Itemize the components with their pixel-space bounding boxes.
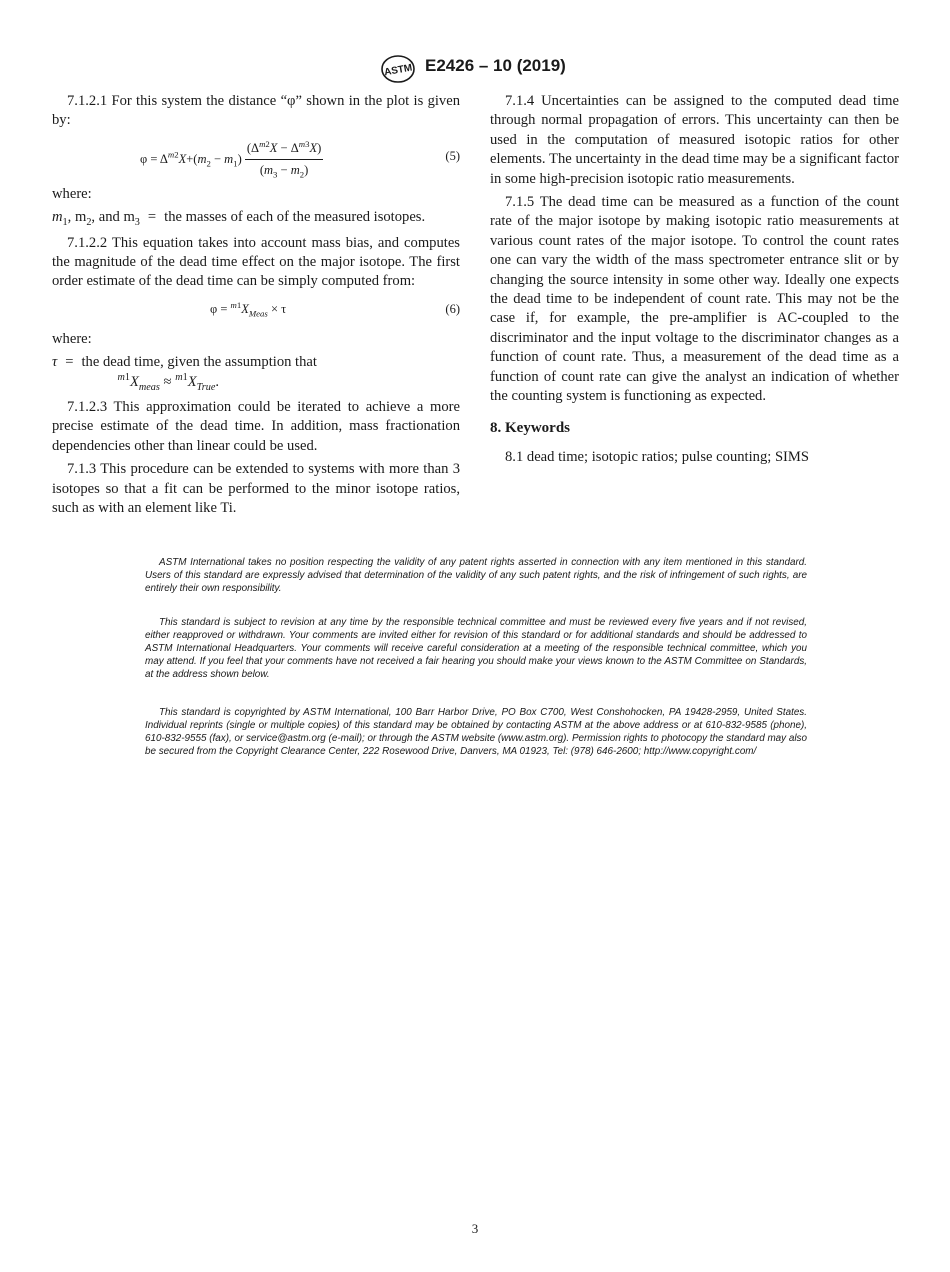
- svg-text:ASTM: ASTM: [383, 62, 414, 79]
- page-header: [0, 54, 950, 84]
- paragraph-7-1-2-1: 7.1.2.1 For this system the distance “φ” shown in the plot is given by:: [52, 93, 460, 129]
- astm-logo-icon: [380, 54, 416, 84]
- definition-tau-text: the dead time, given the assumption that $^{m1}X_{meas} \approx ^{m1}X_{True}$.: [81, 354, 317, 393]
- definition-masses: $m_1$, $m_2$, and $m_3$ = the masses of each of the measured isotopes.: [52, 208, 460, 227]
- page-number: 3: [471, 1221, 479, 1236]
- definition-tau: τ = the dead time, given the assumption that $^{m1}X_{meas} \approx ^{m1}X_{True}$.: [52, 353, 460, 392]
- where-label-1: where:: [52, 185, 92, 202]
- definition-masses-text: the masses of each of the measured isotopes.: [164, 209, 426, 226]
- definition-tau-term: τ: [52, 354, 58, 371]
- definition-masses-term: $m_1$, $m_2$, and $m_3$: [52, 209, 140, 229]
- equation-5: [52, 135, 460, 181]
- equation-6: [52, 296, 460, 326]
- patent-notice: ASTM International takes no position respecting the validity of any patent rights asserted in connection with any item mentioned in this standard. Users of this standard are expressly advised that determination of the validity of any such patent rights, and the risk of infringement of such rights, are entirely their own responsibility.: [145, 557, 807, 595]
- paragraph-7-1-4: 7.1.4 Uncertainties can be assigned to the computed dead time through normal propagation of errors. This uncertainty can then be used in the computation of measured isotopic ratios for other elements. The uncertainty in the dead time may be a significant factor in some high-precision isotopic ratio measurements.: [490, 93, 899, 187]
- paragraph-7-1-2-2: 7.1.2.2 This equation takes into account mass bias, and computes the magnitude of the dead time effect on the major isotope. The first order estimate of the dead time can be simply computed from:: [52, 234, 460, 290]
- paragraph-7-1-5: 7.1.5 The dead time can be measured as a function of the count rate of the major isotope by making isotopic ratio measurements at various count rates of the major isotope. To control the count rates one can vary the width of the mass spectrometer entrance slit or by changing the source intensity in some other way. Ideally one expects the dead time to be independent of count rate. This may not be the case if, for example, the pre-amplifier is AC-coupled to the discriminator and the input voltage to the discriminator changes as a function of count rate. Thus, a measurement of the dead time as a function of count rate can give the analyst an indication of whether the counting system is functioning as expected.: [490, 194, 899, 405]
- revision-notice: This standard is subject to revision at any time by the responsible technical committee and must be reviewed every five years and if not revised, either reapproved or withdrawn. Your comments are invited either for revision of this standard or for additional standards and should be addressed to ASTM International Headquarters. Your comments will receive careful consideration at a meeting of the responsible technical committee, which you may attend. If you feel that your comments have not received a fair hearing you should make your views known to the ASTM Committee on Standards, at the address shown below.: [145, 617, 807, 681]
- paragraph-7-1-3: 7.1.3 This procedure can be extended to systems with more than 3 isotopes so that a fit can be performed to the minor isotope ratios, such as with an element like Ti.: [52, 461, 460, 517]
- right-column: [490, 92, 899, 471]
- copyright-notice: This standard is copyrighted by ASTM International, 100 Barr Harbor Drive, PO Box C700, West Conshohocken, PA 19428-2959, United States. Individual reprints (single or multiple copies) of this standard may be obtained by contacting ASTM at the above address or at 610-832-9585 (phone), 610-832-9555 (fax), or service@astm.org (e-mail); or through the ASTM website (www.astm.org). Permission rights to photocopy the standard may also be secured from the Copyright Clearance Center, 222 Rosewood Drive, Danvers, MA 01923, Tel: (978) 646-2600; http://www.copyright.com/: [145, 707, 807, 758]
- equation-6-number: (6): [445, 301, 460, 316]
- paragraph-7-1-2-3: 7.1.2.3 This approximation could be iterated to achieve a more precise estimate of the dead time. In addition, mass fractionation dependencies other than linear could be used.: [52, 399, 460, 454]
- keywords-text: 8.1 dead time; isotopic ratios; pulse counting; SIMS: [505, 448, 810, 465]
- document-id: E2426 – 10 (2019): [425, 56, 566, 75]
- equation-5-number: (5): [445, 148, 460, 163]
- left-column: [52, 92, 460, 523]
- equation-5-fraction: $\frac{(\Delta^{m2}X - \Delta^{m3}X)}{(m_3 - m_2)}$: [246, 138, 322, 180]
- where-label-2: where:: [52, 330, 92, 347]
- equation-6-body: $\varphi = ^{m1}X_{Meas} \times \tau$: [210, 299, 287, 319]
- section-heading-keywords: 8. Keywords: [490, 419, 570, 436]
- equation-5-body: $\varphi = \Delta^{m2}X+(m_2 - m_1)$ $\frac{(\Delta^{m2}X - \Delta^{m3}X)}{(m_3 - m_2)}$: [140, 138, 322, 180]
